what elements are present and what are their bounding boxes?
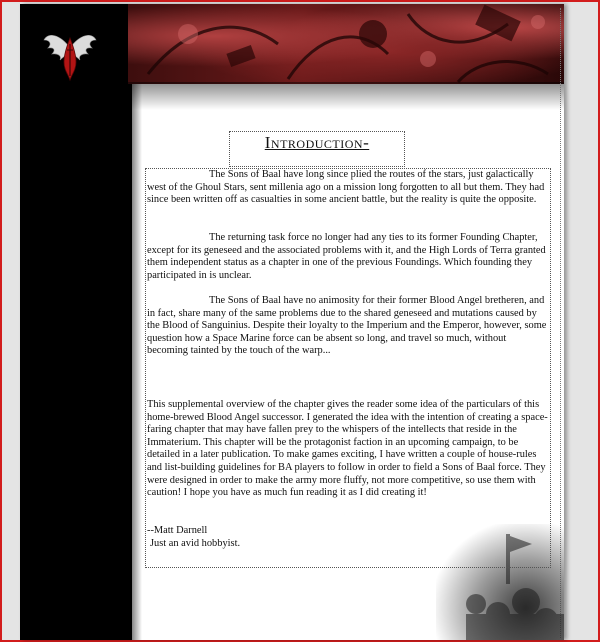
header-banner-art [128, 4, 564, 84]
intro-paragraph-2: The returning task force no longer had any ties to its former Founding Chapter, except for its geneseed and the associated problems with it, and the High Lords of Terra granted them independent status as a chapter in one of the previous Foundings. Which founding they participated in is unclear. [147, 232, 546, 281]
author-signature: --Matt Darnell [147, 525, 208, 536]
sidebar-shadow [124, 84, 142, 640]
sidebar [20, 4, 132, 640]
intro-paragraph-3: The Sons of Baal have no animosity for their former Blood Angel bretheren, and in fact, share many of the same problems due to the shared geneseed and mutations caused by the Blood of Sanguinius. Despite their loyalty to the Imperium and the Emperor, however, some question how a Space Marine force can be absent so long, and travel so much, without becoming tainted by the touch of the warp... [147, 295, 547, 357]
author-tagline: Just an avid hobbyist. [150, 538, 241, 549]
intro-paragraph-4: This supplemental overview of the chapter gives the reader some idea of the particulars of this home-brewed Blood Angel successor. I generated the idea with the intention of creating a space-faring chapter that may have fallen prey to the whispers of the intellects that reside in the Immaterium. This chapter will be the protagonist faction in an upcoming campaign, to be detailed in a later publication. To make games exciting, I have written a couple of house-rules and list-building guidelines for BA players to follow in order to field a Sons of Baal force. They were designed in order to make the army more fluffy, not more competitive, so use them with caution! I hope you have as much fun reading it as I did creating it! [147, 399, 548, 499]
title-box [229, 131, 405, 167]
banner-shadow [128, 82, 564, 110]
intro-paragraph-1: The Sons of Baal have long since plied the routes of the stars, just galactically west of the Ghoul Stars, sent millenia ago on a mission long forgotten to all but them. They had since been written off as casualties in some ancient battle, but the reality is quite the opposite. [147, 169, 545, 206]
intro-text-box [145, 168, 551, 568]
winged-blood-drop-icon [42, 26, 98, 82]
page-title: Introduction- [264, 133, 370, 152]
